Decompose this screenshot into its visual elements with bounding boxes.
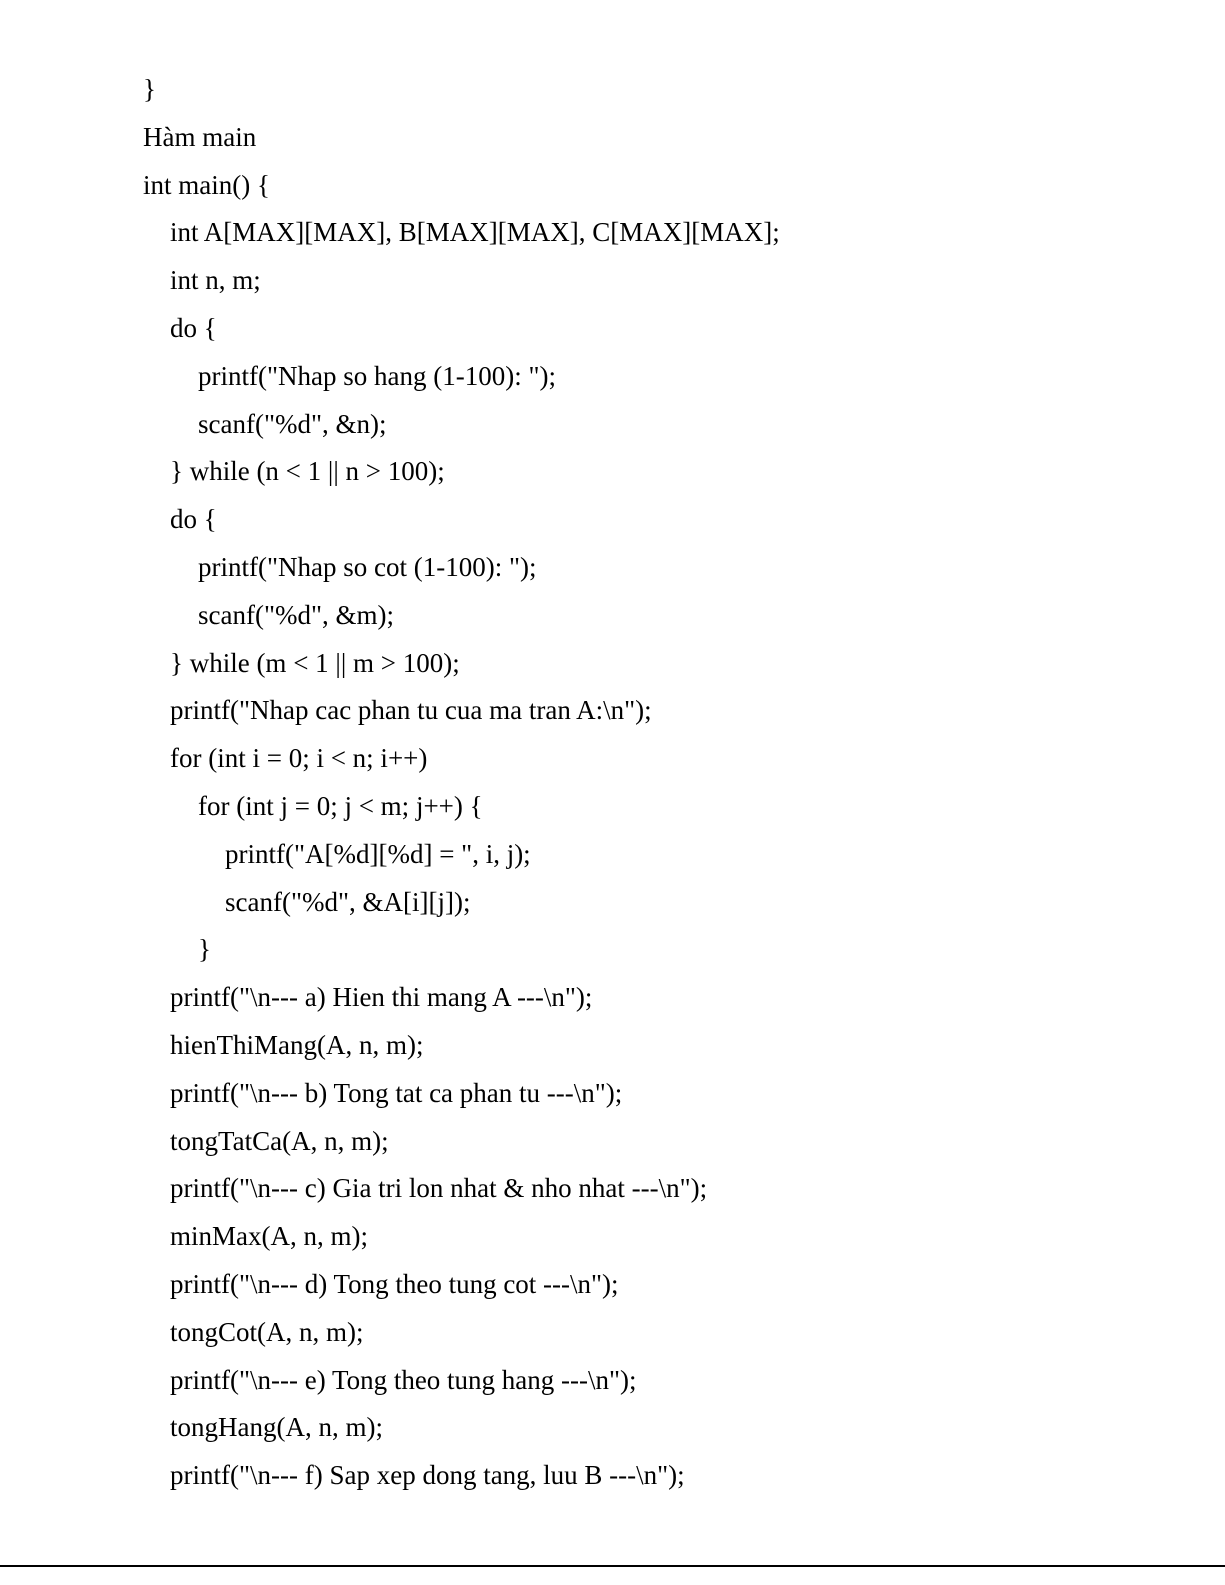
- code-line: do {: [170, 504, 217, 535]
- code-line: } while (n < 1 || n > 100);: [170, 456, 445, 487]
- code-line: } while (m < 1 || m > 100);: [170, 647, 460, 678]
- code-line: for (int j = 0; j < m; j++) {: [198, 790, 483, 821]
- code-line: scanf("%d", &A[i][j]);: [225, 886, 471, 917]
- code-listing: [143, 66, 780, 1500]
- code-line: printf("Nhap so hang (1-100): ");: [198, 360, 556, 391]
- code-line: minMax(A, n, m);: [170, 1221, 368, 1252]
- code-line: printf("A[%d][%d] = ", i, j);: [225, 838, 531, 869]
- code-line: }: [143, 74, 156, 104]
- code-line: int main() {: [143, 169, 270, 200]
- code-line: tongCot(A, n, m);: [170, 1316, 364, 1347]
- code-line: do {: [170, 312, 217, 343]
- code-line: printf("\n--- c) Gia tri lon nhat & nho nhat ---\n");: [170, 1173, 708, 1204]
- code-line: int n, m;: [170, 265, 261, 296]
- code-line: printf("\n--- a) Hien thi mang A ---\n");: [170, 982, 593, 1013]
- code-line: printf("\n--- f) Sap xep dong tang, luu B ---\n");: [170, 1460, 685, 1491]
- code-line: printf("Nhap cac phan tu cua ma tran A:\n");: [170, 695, 652, 726]
- code-line: printf("\n--- b) Tong tat ca phan tu ---\n");: [170, 1077, 623, 1108]
- code-line: int A[MAX][MAX], B[MAX][MAX], C[MAX][MAX];: [170, 217, 780, 248]
- code-line: hienThiMang(A, n, m);: [170, 1029, 424, 1060]
- code-line: printf("\n--- e) Tong theo tung hang ---\n");: [170, 1364, 637, 1395]
- code-line: printf("\n--- d) Tong theo tung cot ---\n");: [170, 1268, 619, 1299]
- code-line: scanf("%d", &m);: [198, 599, 394, 630]
- code-line: tongHang(A, n, m);: [170, 1412, 383, 1443]
- code-line: Hàm main: [143, 121, 257, 152]
- code-line: for (int i = 0; i < n; i++): [170, 743, 428, 774]
- code-line: printf("Nhap so cot (1-100): ");: [198, 551, 537, 582]
- code-line: }: [198, 934, 211, 965]
- code-line: scanf("%d", &n);: [198, 408, 387, 439]
- page-bottom-rule: [0, 1565, 1225, 1567]
- code-line: tongTatCa(A, n, m);: [170, 1125, 389, 1156]
